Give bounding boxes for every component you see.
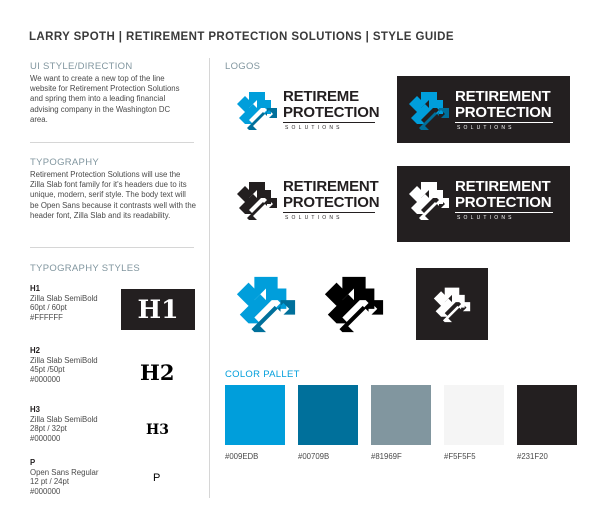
divider (30, 142, 194, 143)
logo-word-retirement: RETIREMENT (455, 88, 551, 105)
style-font: Open Sans Regular (30, 467, 99, 477)
color-swatch (444, 385, 504, 445)
logo-word-solutions: SOLUTIONS (457, 125, 515, 131)
logo-mono-dark (407, 176, 567, 226)
style-font: Zilla Slab SemiBold (30, 414, 98, 424)
logo-word-solutions: SOLUTIONS (457, 215, 515, 221)
arrows-up-right-icon (407, 178, 451, 222)
logo-word-protection: PROTECTION (283, 104, 380, 121)
color-swatch-label: #81969F (371, 452, 402, 461)
arrows-up-right-icon (322, 271, 386, 335)
logos-heading: LOGOS (225, 61, 261, 72)
style-spec-h3 (30, 405, 98, 443)
logo-rule (455, 212, 553, 213)
style-font: Zilla Slab SemiBold (30, 293, 98, 303)
h1-sample: H1 (121, 289, 195, 330)
color-swatch (517, 385, 577, 445)
logo-word-solutions: SOLUTIONS (285, 125, 343, 131)
color-swatch-label: #F5F5F5 (444, 452, 476, 461)
page-title: LARRY SPOTH | RETIREMENT PROTECTION SOLUTIONS | STYLE GUIDE (29, 31, 454, 43)
logo-word-retirement: RETIREMENT (455, 178, 551, 195)
ui-style-heading: UI STYLE/DIRECTION (30, 61, 133, 72)
color-pallet-heading: COLOR PALLET (225, 369, 300, 380)
style-size: 12 pt / 24pt (30, 477, 70, 487)
style-size: 28pt / 32pt (30, 424, 67, 434)
arrows-up-right-icon (407, 88, 451, 132)
style-color: #000000 (30, 374, 61, 384)
arrows-up-right-icon (432, 284, 472, 324)
logo-rule (283, 122, 375, 123)
style-tag: H2 (30, 346, 40, 355)
style-spec-h2 (30, 346, 98, 384)
style-size: 60pt / 60pt (30, 303, 67, 313)
logo-word-solutions: SOLUTIONS (285, 215, 343, 221)
logo-word-protection: PROTECTION (455, 194, 552, 211)
logo-mono-light (235, 176, 385, 226)
style-color: #000000 (30, 433, 61, 443)
typography-heading: TYPOGRAPHY (30, 157, 99, 168)
logo-color-dark (407, 86, 567, 136)
arrows-up-right-icon (235, 178, 279, 222)
typography-body: Retirement Protection Solutions will use the Zilla Slab font family for it's headers due to its unique, modern, serif style. The body text will be Open Sans because it contrasts well with the header font, Zilla Slab and its readability. (30, 170, 196, 220)
ui-style-body: We want to create a new top of the line website for Retirement Protection Solutions and spring them into a leading financial advising company in the Washington DC area. (30, 74, 180, 124)
style-color: #FFFFFF (30, 312, 63, 322)
logo-word-retirement: RETIREME (283, 88, 359, 105)
style-tag: P (30, 458, 36, 467)
color-swatch-label: #009EDB (225, 452, 259, 461)
color-swatch (371, 385, 431, 445)
style-color: #000000 (30, 486, 61, 496)
style-spec-p (30, 458, 98, 496)
typography-styles-heading: TYPOGRAPHY STYLES (30, 263, 140, 274)
logo-rule (283, 212, 375, 213)
column-divider (209, 58, 210, 498)
logo-rule (455, 122, 553, 123)
color-swatch (298, 385, 358, 445)
style-size: 45pt /50pt (30, 365, 65, 375)
h3-sample: H3 (146, 422, 169, 438)
style-tag: H3 (30, 405, 40, 414)
logo-word-retirement: RETIREMENT (283, 178, 379, 195)
logo-word-protection: PROTECTION (283, 194, 380, 211)
arrows-up-right-icon (235, 88, 279, 132)
style-tag: H1 (30, 284, 40, 293)
logo-color-light (235, 86, 385, 136)
color-swatch-label: #231F20 (517, 452, 548, 461)
divider (30, 247, 194, 248)
color-swatch (225, 385, 285, 445)
logo-word-protection: PROTECTION (455, 104, 552, 121)
color-swatch-label: #00709B (298, 452, 330, 461)
style-spec-h1 (30, 284, 98, 322)
arrows-up-right-icon (234, 271, 298, 335)
h2-sample: H2 (140, 360, 175, 385)
p-sample: P (153, 472, 161, 484)
style-font: Zilla Slab SemiBold (30, 355, 98, 365)
